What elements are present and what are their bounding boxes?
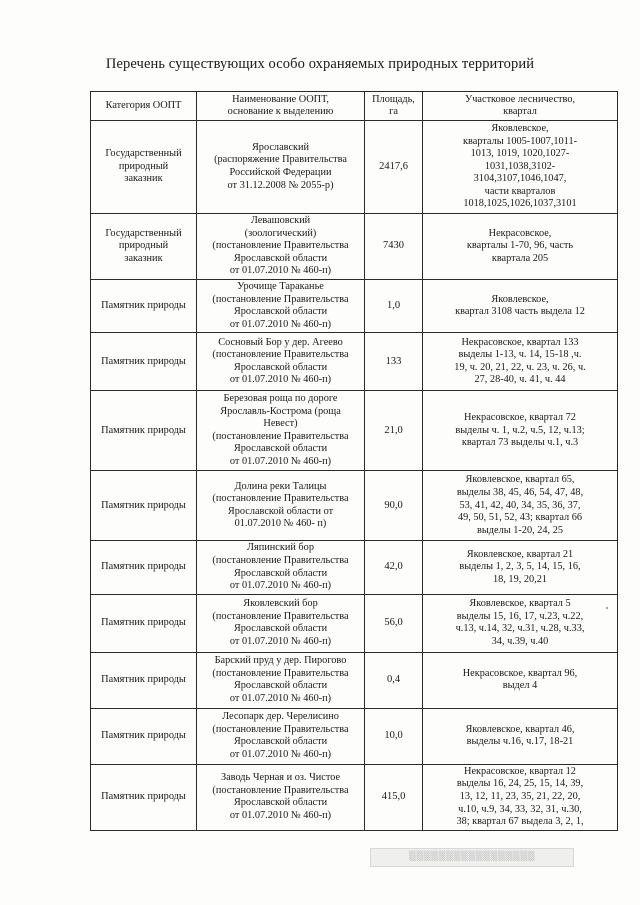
table-row xyxy=(91,391,618,471)
scan-speck xyxy=(606,607,608,609)
table-row xyxy=(91,121,618,214)
cell-area: 56,0 xyxy=(365,594,423,652)
cell-name: Яковлевский бор (постановление Правительства Ярославской области от 01.07.2010 № 460-п) xyxy=(197,594,365,652)
faded-stamp: ▒▒▒▒▒▒▒▒▒▒▒▒▒▒▒▒▒ xyxy=(370,848,574,867)
cell-area: 0,4 xyxy=(365,652,423,708)
cell-area: 415,0 xyxy=(365,764,423,830)
cell-name: Заводь Черная и оз. Чистое (постановление Правительства Ярославской области от 01.07.2010 № 460-п) xyxy=(197,764,365,830)
cell-name: Ярославский (распоряжение Правительства Российской Федерации от 31.12.2008 № 2055-р) xyxy=(197,121,365,214)
cell-name: Ляпинский бор (постановление Правительства Ярославской области от 01.07.2010 № 460-п) xyxy=(197,541,365,594)
table-row xyxy=(91,333,618,391)
cell-category: Памятник природы xyxy=(91,391,197,471)
cell-category: Памятник природы xyxy=(91,541,197,594)
cell-category: Памятник природы xyxy=(91,279,197,332)
header-name: Наименование ООПТ, основание к выделению xyxy=(197,92,365,121)
cell-forestry: Яковлевское, квартал 3108 часть выдела 12 xyxy=(423,279,618,332)
table-row xyxy=(91,471,618,541)
cell-category: Памятник природы xyxy=(91,471,197,541)
cell-forestry: Некрасовское, квартал 96, выдел 4 xyxy=(423,652,618,708)
table-row xyxy=(91,279,618,332)
cell-name: Урочище Тараканье (постановление Правительства Ярославской области от 01.07.2010 № 460-п) xyxy=(197,279,365,332)
cell-forestry: Яковлевское, квартал 46, выделы ч.16, ч.17, 18-21 xyxy=(423,708,618,764)
cell-name: Долина реки Талицы (постановление Правительства Ярославской области от 01.07.2010 № 460- п) xyxy=(197,471,365,541)
cell-name: Барский пруд у дер. Пирогово (постановление Правительства Ярославской области от 01.07.2010 № 460-п) xyxy=(197,652,365,708)
table-header-row xyxy=(91,92,618,121)
cell-name: Сосновый Бор у дер. Агеево (постановление Правительства Ярославской области от 01.07.2010 № 460-п) xyxy=(197,333,365,391)
cell-category: Государственный природный заказник xyxy=(91,214,197,280)
cell-category: Памятник природы xyxy=(91,652,197,708)
protected-areas-table xyxy=(90,91,618,831)
cell-forestry: Яковлевское, квартал 21 выделы 1, 2, 3, 5, 14, 15, 16, 18, 19, 20,21 xyxy=(423,541,618,594)
header-category: Категория ООПТ xyxy=(91,92,197,121)
header-area: Площадь, га xyxy=(365,92,423,121)
cell-forestry: Некрасовское, кварталы 1-70, 96, часть квартала 205 xyxy=(423,214,618,280)
table-row xyxy=(91,594,618,652)
cell-area: 2417,6 xyxy=(365,121,423,214)
table-row xyxy=(91,708,618,764)
cell-area: 133 xyxy=(365,333,423,391)
cell-forestry: Яковлевское, квартал 5 выделы 15, 16, 17, ч.23, ч.22, ч.13, ч.14, 32, ч.31, ч.28, ч.33, 34, ч.39, ч.40 xyxy=(423,594,618,652)
cell-category: Государственный природный заказник xyxy=(91,121,197,214)
cell-category: Памятник природы xyxy=(91,708,197,764)
cell-category: Памятник природы xyxy=(91,764,197,830)
cell-area: 42,0 xyxy=(365,541,423,594)
table-row xyxy=(91,541,618,594)
cell-area: 1,0 xyxy=(365,279,423,332)
cell-name: Левашовский (зоологический) (постановление Правительства Ярославской области от 01.07.2010 № 460-п) xyxy=(197,214,365,280)
cell-name: Березовая роща по дороге Ярославль-Кострома (роща Невест) (постановление Правительства Ярославской области от 01.07.2010 № 460-п) xyxy=(197,391,365,471)
table-row xyxy=(91,214,618,280)
cell-area: 7430 xyxy=(365,214,423,280)
table-row xyxy=(91,652,618,708)
cell-forestry: Некрасовское, квартал 72 выделы ч. 1, ч.2, ч.5, 12, ч.13; квартал 73 выделы ч.1, ч.3 xyxy=(423,391,618,471)
table-row xyxy=(91,764,618,830)
cell-forestry: Яковлевское, квартал 65, выделы 38, 45, 46, 54, 47, 48, 53, 41, 42, 40, 34, 35, 36, 37, 49, 50, 51, 52, 43; квартал 66 выделы 1-20, 24, 25 xyxy=(423,471,618,541)
cell-category: Памятник природы xyxy=(91,333,197,391)
cell-area: 90,0 xyxy=(365,471,423,541)
cell-forestry: Яковлевское, кварталы 1005-1007,1011- 1013, 1019, 1020,1027- 1031,1038,3102- 3104,3107,1046,1047, части кварталов 1018,1025,1026,1037,3101 xyxy=(423,121,618,214)
header-forestry: Участковое лесничество, квартал xyxy=(423,92,618,121)
cell-area: 21,0 xyxy=(365,391,423,471)
cell-name: Лесопарк дер. Черелисино (постановление Правительства Ярославской области от 01.07.2010 № 460-п) xyxy=(197,708,365,764)
cell-area: 10,0 xyxy=(365,708,423,764)
cell-forestry: Некрасовское, квартал 133 выделы 1-13, ч. 14, 15-18 ,ч. 19, ч. 20, 21, 22, ч. 23, ч. 26, ч. 27, 28-40, ч. 41, ч. 44 xyxy=(423,333,618,391)
cell-forestry: Некрасовское, квартал 12 выделы 16, 24, 25, 15, 14, 39, 13, 12, 11, 23, 35, 21, 22, 20, ч.10, ч.9, 34, 33, 32, 31, ч.30, 38; квартал 67 выдела 3, 2, 1, xyxy=(423,764,618,830)
cell-category: Памятник природы xyxy=(91,594,197,652)
page-title: Перечень существующих особо охраняемых природных территорий xyxy=(105,56,535,72)
